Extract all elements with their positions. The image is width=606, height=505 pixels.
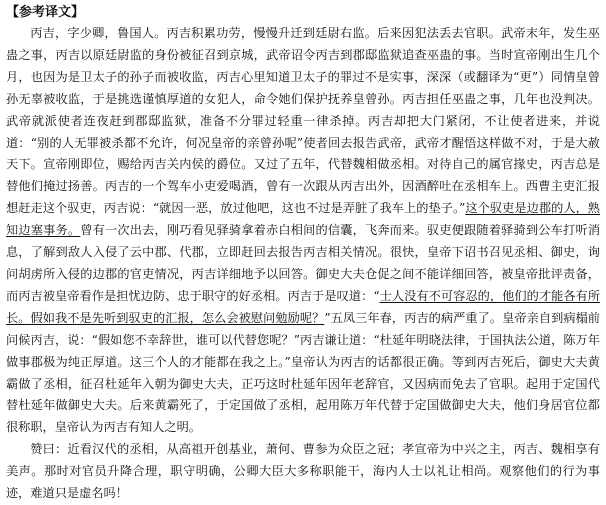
- para1-underlined-segment-2: 士人没有不可容忍的，他们的才能各有所长。假如我不是先听到驭吏的汇报，怎么会被慰问勉励呢？: [6, 288, 601, 325]
- para1-underlined-segment-1: 这个驭吏是边郡的人，熟知边塞事务。: [6, 201, 600, 238]
- translation-paragraph-1: [6, 23, 600, 439]
- para1-segment-3: ”五凤三年春，丙吉的病严重了。皇帝亲自到病榻前问候丙吉，说：“假如您不幸辞世，谁可以代替您呢？”丙吉谦让道：“杜延年明晓法律，于国执法公道，陈万年做事郡极为纯正厚道。这三个人的才能都在我之上。”皇帝认为丙吉的话都很正确。等到丙吉死后，御史大夫黄霸做了丞相，征召杜延年入朝为御史大夫，正巧这时杜延年因年老辞官，又因病而免去了官职。起用于定国代替杜延年做御史大夫。后来黄霸死了，于定国做了丞相，起用陈万年代替于定国做御史大夫，他们身居官位都很称职，皇帝认为丙吉有知人之明。: [6, 310, 600, 435]
- section-heading: 【参考译文】: [6, 5, 85, 20]
- translation-paragraph-2: [6, 439, 600, 505]
- para2-text: 赞曰：近看汉代的丞相，从高祖开创基业，萧何、曹参为众臣之冠；孝宣帝为中兴之主，丙吉、魏相享有美声。那时对官员升降合理，职守明确，公卿大臣大多称职能干，海内人士以礼让相尚。观察他们的行为事迹，难道只是虚名吗！: [6, 442, 600, 501]
- para1-segment-2: 曾有一次出去，刚巧看见驿骑拿着赤白相间的信囊，飞奔而来。驭吏便跟随着驿骑到公车打听消息，了解到敌人入侵了云中郡、代郡，立即赶回去报告丙吉相关情况。很快，皇帝下诏书召见丞相、御史，询问胡虏所入侵的边郡的官吏情况，丙吉详细地予以回答。御史大夫仓促之间不能详细回答，被皇帝批评责备，而丙吉被皇帝看作是担忧边防、忠于职守的好丞相。丙吉于是叹道：“: [6, 223, 601, 303]
- para1-segment-1: 丙吉，字少卿，鲁国人。丙吉积累功劳，慢慢升迁到廷尉右监。后来因犯法丢去官职。武帝末年，发生巫蛊之事，丙吉以原廷尉监的身份被征召到京城，武帝诏令丙吉到郡邸监狱追查巫蛊的事。当时宣帝刚出生几个月，也因为是卫太子的孙子而被收监，丙吉心里知道卫太子的罪过不是实事，深深（或翻译为“更”）同情皇曾孙无辜被收监，于是挑选谨慎厚道的女犯人，命令她们保护抚养皇曾孙。丙吉担任巫蛊之事，几年也没判决。武帝就派使者连夜赶到郡邸监狱，准备不分罪过轻重一律杀掉。丙吉却把大门紧闭，不让使者进来，并说道：“别的人无罪被杀都不允许，何况皇帝的亲曾孙呢”使者回去报告武帝，武帝才醒悟这样做不对，于是大赦天下。宣帝刚即位，赐给丙吉关内侯的爵位。又过了五年，代替魏相做丞相。对待自己的属官掾史，丙吉总是替他们掩过扬善。丙吉的一个驾车小吏爱喝酒，曾有一次跟从丙吉出外，因酒醉吐在丞相车上。西曹主吏汇报想赶走这个驭吏，丙吉说：“就因一恶，放过他吧，这也不过是弄脏了我车上的垫子。”: [6, 26, 600, 216]
